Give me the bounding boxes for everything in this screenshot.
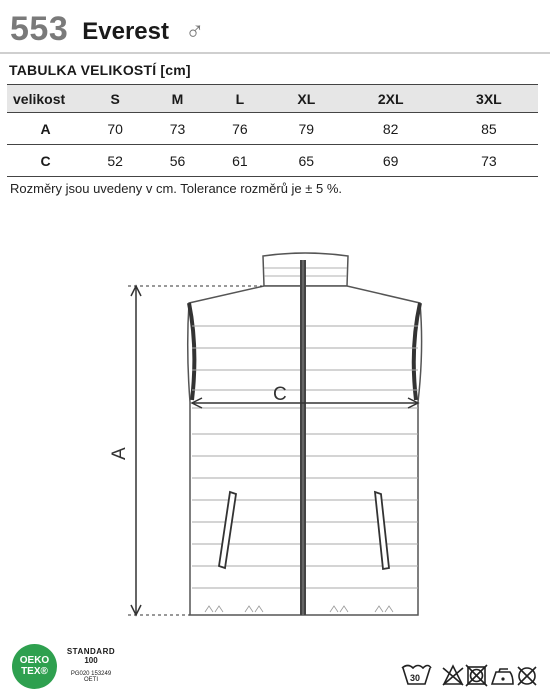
table-cell: 85 [440, 113, 538, 145]
size-header: 3XL [440, 85, 538, 113]
oeko-logo-line1: OEKO [19, 655, 50, 666]
table-cell: 73 [440, 145, 538, 177]
table-cell: 69 [342, 145, 440, 177]
table-row [7, 113, 538, 145]
table-cell: 70 [84, 113, 146, 145]
table-row [7, 145, 538, 177]
no-dry-clean-icon [518, 667, 536, 685]
table-cell: 73 [146, 113, 208, 145]
table-cell: 65 [271, 145, 342, 177]
tolerance-note: Rozměry jsou uvedeny v cm. Tolerance rozměrů je ± 5 %. [10, 181, 343, 196]
care-symbols [400, 660, 540, 688]
table-cell: 82 [342, 113, 440, 145]
oeko-tex-standard [66, 647, 116, 683]
oeko-logo-line2: TEX® [21, 666, 48, 677]
vest-diagram [0, 230, 550, 630]
no-tumble-dry-icon [466, 665, 487, 686]
certificate-institute: OETI [83, 677, 98, 683]
certificate-code: PG020 153249 [70, 671, 112, 677]
size-header: L [209, 85, 271, 113]
dimension-a-label: A [109, 447, 130, 460]
size-table [7, 84, 538, 177]
row-label: A [7, 113, 84, 145]
size-table-title: TABULKA VELIKOSTÍ [cm] [9, 62, 191, 78]
size-header: M [146, 85, 208, 113]
table-cell: 52 [84, 145, 146, 177]
male-icon: ♂ [184, 16, 205, 46]
table-cell: 76 [209, 113, 271, 145]
table-cell: 79 [271, 113, 342, 145]
size-header: 2XL [342, 85, 440, 113]
size-header: XL [271, 85, 342, 113]
no-bleach-icon [443, 666, 463, 685]
size-table-header-row [7, 85, 538, 113]
product-name: Everest [82, 18, 169, 45]
svg-text:30: 30 [410, 673, 421, 683]
standard-label: STANDARD [66, 647, 116, 656]
oeko-tex-logo [12, 644, 57, 689]
dimension-c-label: C [273, 384, 287, 405]
product-code: 553 [10, 10, 69, 48]
product-header [10, 6, 204, 46]
header-divider [0, 52, 550, 54]
table-cell: 56 [146, 145, 208, 177]
size-table-corner: velikost [7, 85, 84, 113]
table-cell: 61 [209, 145, 271, 177]
wash-30-icon [402, 666, 431, 685]
size-header: S [84, 85, 146, 113]
row-label: C [7, 145, 84, 177]
standard-number: 100 [84, 656, 98, 665]
iron-low-icon [492, 669, 513, 684]
